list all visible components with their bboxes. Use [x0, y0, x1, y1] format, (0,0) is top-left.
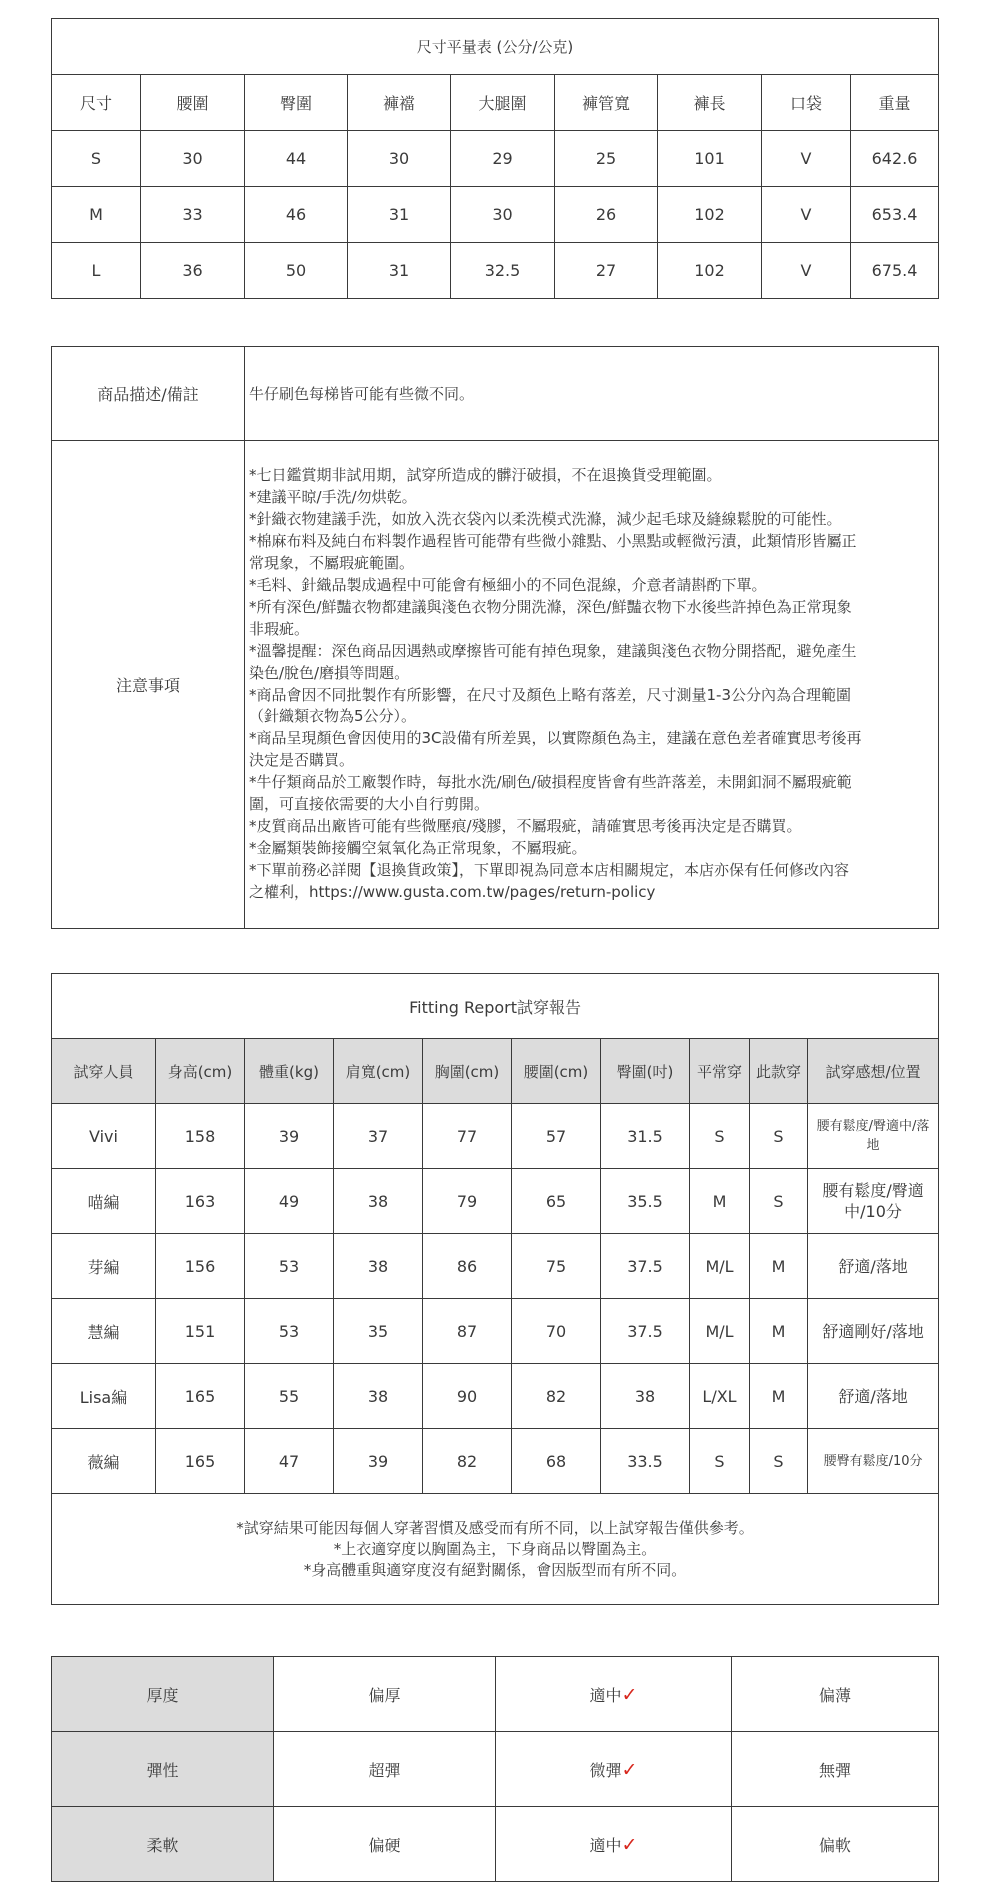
fitting-cell: Lisa編 — [52, 1364, 156, 1429]
fabric-attributes — [51, 1656, 938, 1882]
size-chart-cell: M — [52, 187, 141, 243]
size-chart-cell: 36 — [141, 243, 245, 299]
note-line: *毛料、針織品製成過程中可能會有極細小的不同色混線，介意者請斟酌下單。 — [249, 575, 767, 594]
note-line: 非瑕疵。 — [249, 619, 310, 638]
size-chart-cell: 46 — [245, 187, 348, 243]
fitting-cell: 53 — [245, 1299, 334, 1364]
fitting-comment-cell: 腰有鬆度/臀適中/落地 — [808, 1104, 939, 1169]
fitting-cell: M/L — [690, 1234, 750, 1299]
fitting-cell: 喵編 — [52, 1169, 156, 1234]
fitting-cell: M — [750, 1234, 808, 1299]
note-line: *所有深色/鮮豔衣物都建議與淺色衣物分開洗滌，深色/鮮豔衣物下水後些許掉色為正常現象 — [249, 597, 852, 616]
notes-text — [249, 465, 934, 903]
fitting-comment-cell: 舒適/落地 — [808, 1364, 939, 1429]
description-text: 牛仔刷色每梯皆可能有些微不同。 — [245, 347, 939, 441]
fitting-column-header: 胸圍(cm) — [423, 1039, 512, 1104]
size-chart-title: 尺寸平量表 (公分/公克) — [52, 19, 939, 75]
note-line: *商品呈現顏色會因使用的3C設備有所差異，以實際顏色為主，建議在意色差者確實思考後再 — [249, 729, 862, 748]
fitting-cell: 37.5 — [601, 1299, 690, 1364]
fitting-cell: 39 — [334, 1429, 423, 1494]
fitting-cell: 38 — [334, 1169, 423, 1234]
fitting-cell: 47 — [245, 1429, 334, 1494]
size-chart-cell: S — [52, 131, 141, 187]
size-chart-column-header: 褲襠 — [348, 75, 451, 131]
note-line: 染色/脫色/磨損等問題。 — [249, 663, 410, 682]
fitting-cell: S — [750, 1169, 808, 1234]
attribute-option — [496, 1807, 732, 1882]
fitting-cell: 57 — [512, 1104, 601, 1169]
fitting-footnote-line: *上衣適穿度以胸圍為主，下身商品以臀圍為主。 — [333, 1539, 657, 1558]
fitting-cell: M — [750, 1364, 808, 1429]
note-line: *下單前務必詳閱【退換貨政策】，下單即視為同意本店相關規定，本店亦保有任何修改內容 — [249, 860, 850, 879]
size-chart-column-header: 臀圍 — [245, 75, 348, 131]
fitting-cell: 35 — [334, 1299, 423, 1364]
fitting-comment-cell: 腰臀有鬆度/10分 — [808, 1429, 939, 1494]
attribute-option-text: 適中 — [589, 1685, 622, 1705]
note-line: 決定是否購買。 — [249, 751, 355, 770]
fitting-cell: 55 — [245, 1364, 334, 1429]
attribute-option-text: 適中 — [589, 1835, 622, 1855]
fitting-column-header: 此款穿 — [750, 1039, 808, 1104]
size-chart-cell: 31 — [348, 243, 451, 299]
fitting-cell: 39 — [245, 1104, 334, 1169]
fitting-report — [51, 973, 938, 1605]
size-chart-cell: V — [762, 131, 851, 187]
fitting-comment-cell: 腰有鬆度/臀適中/10分 — [808, 1169, 939, 1234]
fitting-cell: 薇編 — [52, 1429, 156, 1494]
notes-label: 注意事項 — [52, 441, 245, 929]
fitting-column-header: 試穿人員 — [52, 1039, 156, 1104]
fitting-cell: 31.5 — [601, 1104, 690, 1169]
fitting-cell: 慧編 — [52, 1299, 156, 1364]
attribute-option-text: 偏厚 — [368, 1685, 401, 1705]
size-chart-cell: 25 — [555, 131, 658, 187]
note-line: *針織衣物建議手洗，如放入洗衣袋內以柔洗模式洗滌，減少起毛球及縫線鬆脫的可能性。 — [249, 510, 842, 529]
size-chart-cell: 30 — [348, 131, 451, 187]
fabric-attributes-table — [51, 1656, 939, 1882]
note-line: 常現象，不屬瑕疵範圍。 — [249, 554, 415, 573]
note-line: 圍，可直接依需要的大小自行剪開。 — [249, 795, 490, 814]
fitting-cell: 70 — [512, 1299, 601, 1364]
attribute-row — [52, 1807, 939, 1882]
fitting-cell: L/XL — [690, 1364, 750, 1429]
fitting-cell: 68 — [512, 1429, 601, 1494]
size-chart-column-header: 褲長 — [658, 75, 762, 131]
size-chart-cell: 102 — [658, 243, 762, 299]
size-chart-row — [52, 187, 939, 243]
size-chart-column-header: 尺寸 — [52, 75, 141, 131]
fitting-cell: 82 — [423, 1429, 512, 1494]
attribute-label: 厚度 — [52, 1657, 274, 1732]
fitting-footnote-row — [52, 1494, 939, 1605]
fitting-cell: 37 — [334, 1104, 423, 1169]
fitting-cell: 38 — [601, 1364, 690, 1429]
attribute-option — [274, 1657, 496, 1732]
size-chart-cell: L — [52, 243, 141, 299]
check-icon: ✓ — [621, 1683, 638, 1706]
fitting-cell: 82 — [512, 1364, 601, 1429]
size-chart-cell: 102 — [658, 187, 762, 243]
note-line: *皮質商品出廠皆可能有些微壓痕/殘膠，不屬瑕疵，請確實思考後再決定是否購買。 — [249, 816, 802, 835]
fitting-cell: 33.5 — [601, 1429, 690, 1494]
attribute-label: 彈性 — [52, 1732, 274, 1807]
size-chart-cell: 29 — [451, 131, 555, 187]
fitting-cell: 芽編 — [52, 1234, 156, 1299]
fitting-cell: 77 — [423, 1104, 512, 1169]
size-chart-cell: 642.6 — [851, 131, 939, 187]
fitting-column-header: 肩寬(cm) — [334, 1039, 423, 1104]
attribute-option — [496, 1657, 732, 1732]
fitting-comment-cell: 舒適剛好/落地 — [808, 1299, 939, 1364]
size-chart-cell: 653.4 — [851, 187, 939, 243]
fitting-cell: 49 — [245, 1169, 334, 1234]
size-chart-column-header: 口袋 — [762, 75, 851, 131]
size-chart-column-header: 重量 — [851, 75, 939, 131]
note-line: *建議平晾/手洗/勿烘乾。 — [249, 488, 417, 507]
fitting-row — [52, 1299, 939, 1364]
fitting-report-title: Fitting Report試穿報告 — [52, 974, 939, 1039]
size-chart-cell: 30 — [451, 187, 555, 243]
size-chart-column-header: 褲管寬 — [555, 75, 658, 131]
size-chart-header-row — [52, 75, 939, 131]
attribute-option-text: 超彈 — [368, 1760, 401, 1780]
fitting-footnote-line: *試穿結果可能因每個人穿著習慣及感受而有所不同，以上試穿報告僅供參考。 — [236, 1518, 754, 1537]
attribute-option — [732, 1807, 939, 1882]
size-chart-table — [51, 18, 939, 299]
size-chart-column-header: 大腿圍 — [451, 75, 555, 131]
fitting-row — [52, 1169, 939, 1234]
note-line: *棉麻布料及純白布料製作過程皆可能帶有些微小雜點、小黑點或輕微污漬，此類情形皆屬正 — [249, 532, 857, 551]
note-line: 之權利，https://www.gusta.com.tw/pages/return-policy — [249, 882, 656, 901]
fitting-cell: S — [750, 1429, 808, 1494]
fitting-cell: 87 — [423, 1299, 512, 1364]
fitting-row — [52, 1429, 939, 1494]
check-icon: ✓ — [621, 1833, 638, 1856]
fitting-cell: 38 — [334, 1234, 423, 1299]
fitting-footnote-line: *身高體重與適穿度沒有絕對關係，會因版型而有所不同。 — [303, 1560, 687, 1579]
attribute-option — [274, 1807, 496, 1882]
fitting-cell: 158 — [156, 1104, 245, 1169]
attribute-option-text: 微彈 — [589, 1760, 622, 1780]
fitting-column-header: 體重(kg) — [245, 1039, 334, 1104]
product-notes — [51, 346, 938, 929]
fitting-row — [52, 1364, 939, 1429]
size-chart-row — [52, 131, 939, 187]
size-chart-cell: 26 — [555, 187, 658, 243]
fitting-row — [52, 1234, 939, 1299]
note-line: *牛仔類商品於工廠製作時，每批水洗/刷色/破損程度皆會有些許落差，未開釦洞不屬瑕疵範 — [249, 773, 852, 792]
fitting-cell: 75 — [512, 1234, 601, 1299]
size-chart-cell: 27 — [555, 243, 658, 299]
fitting-cell: 90 — [423, 1364, 512, 1429]
notes-content — [245, 441, 939, 929]
fitting-cell: 53 — [245, 1234, 334, 1299]
size-chart-cell: 50 — [245, 243, 348, 299]
size-chart-cell: 31 — [348, 187, 451, 243]
fitting-cell: 156 — [156, 1234, 245, 1299]
fitting-cell: Vivi — [52, 1104, 156, 1169]
size-chart-cell: V — [762, 187, 851, 243]
size-chart-cell: V — [762, 243, 851, 299]
fitting-cell: S — [750, 1104, 808, 1169]
check-icon: ✓ — [621, 1758, 638, 1781]
attribute-row — [52, 1657, 939, 1732]
fitting-cell: 163 — [156, 1169, 245, 1234]
fitting-cell: 151 — [156, 1299, 245, 1364]
size-chart-cell: 32.5 — [451, 243, 555, 299]
note-line: *商品會因不同批製作有所影響，在尺寸及顏色上略有落差，尺寸測量1-3公分內為合理範圍 — [249, 685, 852, 704]
fitting-header-row — [52, 1039, 939, 1104]
fitting-column-header: 身高(cm) — [156, 1039, 245, 1104]
fitting-column-header: 臀圍(吋) — [601, 1039, 690, 1104]
size-chart-cell: 101 — [658, 131, 762, 187]
fitting-cell: M — [690, 1169, 750, 1234]
fitting-cell: 165 — [156, 1364, 245, 1429]
attribute-label: 柔軟 — [52, 1807, 274, 1882]
fitting-column-header: 平常穿 — [690, 1039, 750, 1104]
fitting-cell: M/L — [690, 1299, 750, 1364]
attribute-option-text: 偏軟 — [818, 1835, 851, 1855]
note-line: *金屬類裝飾接觸空氣氧化為正常現象，不屬瑕疵。 — [249, 838, 587, 857]
fitting-column-header: 腰圍(cm) — [512, 1039, 601, 1104]
note-line: *七日鑑賞期非試用期，試穿所造成的髒汙破損，不在退換貨受理範圍。 — [249, 466, 722, 485]
note-line: （針織類衣物為5公分）。 — [249, 707, 417, 726]
size-chart-cell: 33 — [141, 187, 245, 243]
attribute-option — [732, 1657, 939, 1732]
fitting-cell: M — [750, 1299, 808, 1364]
fitting-comment-cell: 舒適/落地 — [808, 1234, 939, 1299]
fitting-report-table — [51, 973, 939, 1605]
fitting-cell: 86 — [423, 1234, 512, 1299]
note-line: *溫馨提醒：深色商品因遇熱或摩擦皆可能有掉色現象，建議與淺色衣物分開搭配，避免產生 — [249, 641, 857, 660]
size-chart — [51, 18, 938, 299]
size-chart-row — [52, 243, 939, 299]
attribute-option — [732, 1732, 939, 1807]
fitting-row — [52, 1104, 939, 1169]
fitting-cell: 35.5 — [601, 1169, 690, 1234]
description-label: 商品描述/備註 — [52, 347, 245, 441]
attribute-row — [52, 1732, 939, 1807]
attribute-option — [496, 1732, 732, 1807]
fitting-cell: 79 — [423, 1169, 512, 1234]
fitting-column-header: 試穿感想/位置 — [808, 1039, 939, 1104]
fitting-footnotes — [52, 1494, 939, 1605]
fitting-cell: 37.5 — [601, 1234, 690, 1299]
size-chart-cell: 44 — [245, 131, 348, 187]
fitting-cell: S — [690, 1104, 750, 1169]
size-chart-cell: 675.4 — [851, 243, 939, 299]
fitting-cell: 65 — [512, 1169, 601, 1234]
fitting-cell: 165 — [156, 1429, 245, 1494]
attribute-option — [274, 1732, 496, 1807]
attribute-option-text: 偏薄 — [818, 1685, 851, 1705]
product-notes-table — [51, 346, 939, 929]
size-chart-column-header: 腰圍 — [141, 75, 245, 131]
fitting-cell: 38 — [334, 1364, 423, 1429]
fitting-cell: S — [690, 1429, 750, 1494]
attribute-option-text: 偏硬 — [368, 1835, 401, 1855]
size-chart-cell: 30 — [141, 131, 245, 187]
attribute-option-text: 無彈 — [818, 1760, 851, 1780]
